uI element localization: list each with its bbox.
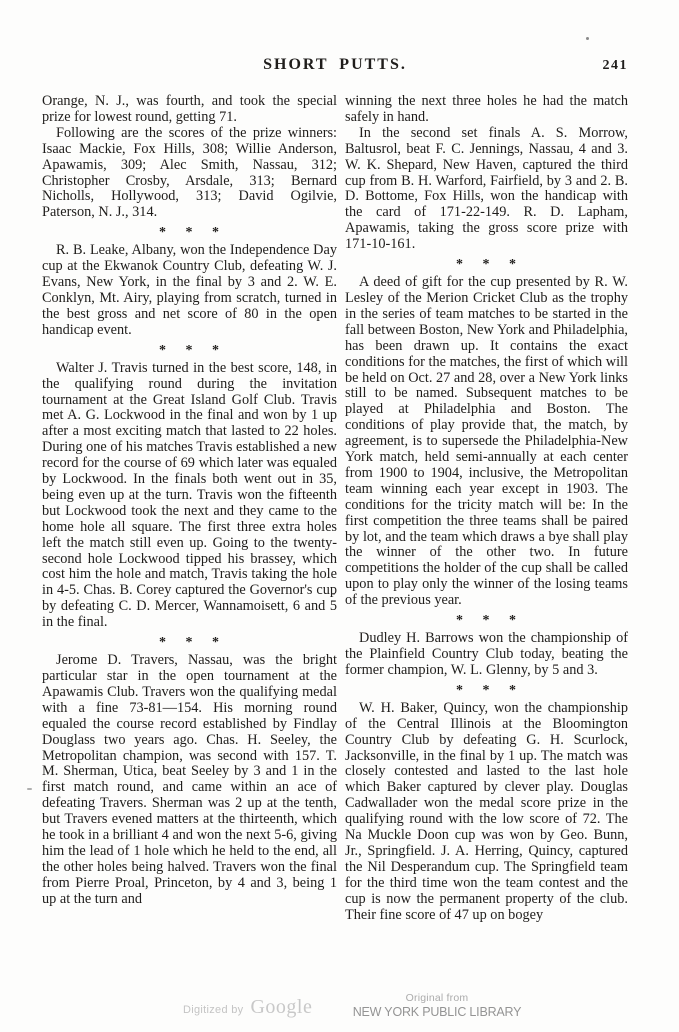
text-columns bbox=[42, 94, 628, 924]
section-separator: * * * bbox=[456, 257, 517, 273]
section-separator: * * * bbox=[456, 682, 517, 698]
section-separator: * * * bbox=[159, 635, 220, 651]
section-separator: * * * bbox=[456, 613, 517, 629]
library-name: NEW YORK PUBLIC LIBRARY bbox=[352, 1005, 522, 1019]
original-from-label: Original from bbox=[405, 992, 469, 1004]
paragraph: Following are the scores of the prize winners: Isaac Mackie, Fox Hills, 308; Willie Anderson, Apawamis, 309; Alec Smith, Nassau, 312; Christopher Crosby, Arsdale, 313; Bernard Nicholls, Hollywood, 313; David Ogilvie, Paterson, N. J., 314. bbox=[42, 124, 337, 221]
section-separator: * * * bbox=[159, 225, 220, 241]
paragraph: W. H. Baker, Quincy, won the championship of the Central Illinois at the Bloomington Country Club by defeating G. H. Scurlock, Jacksonville, in the final by 1 up. The match was closely contested and lasted to the last hole which Baker captured by clever play. Douglas Cadwallader won the medal score prize in the qualifying round with the low score of 72. The Na Muckle Doon cup was won by Geo. Bunn, Jr., Springfield. J. A. Herring, Quincy, captured the Nil Desperandum cup. The Springfield team for the third time won the team contest and the cup is now the permanent property of the club. Their fine score of 47 up on bogey bbox=[345, 699, 628, 923]
paragraph: Dudley H. Barrows won the championship of the Plainfield Country Club today, beating the former champion, W. L. Glenny, by 5 and 3. bbox=[345, 630, 628, 678]
left-column bbox=[42, 94, 337, 924]
running-head bbox=[42, 56, 628, 76]
digitized-by-credit bbox=[183, 996, 312, 1019]
right-column bbox=[345, 94, 628, 924]
scan-speck bbox=[27, 788, 32, 790]
page-number: 241 bbox=[602, 58, 628, 73]
paragraph: Walter J. Travis turned in the best score, 148, in the qualifying round during the invitation tournament at the Great Island Golf Club. Travis met A. G. Lockwood in the final and won by 1 up after a most exciting match that lasted to 22 holes. During one of his matches Travis established a new record for the course of 69 which later was equaled by Lockwood. In the finals both went out in 35, being even up at the turn. Travis won the fifteenth but Lockwood took the next and they came to the home hole all square. The first three extra holes left the match still even up. Going to the twenty-second hole Lockwood tipped his brassey, which cost him the hole and match, Travis taking the hole in 4-5. Chas. B. Corey captured the Governor's cup by defeating C. D. Mercer, Wannamoisett, 6 and 5 in the final. bbox=[42, 359, 337, 631]
paragraph: In the second set finals A. S. Morrow, Baltusrol, beat F. C. Jennings, Nassau, 4 and 3. W. K. Shepard, New Haven, captured the third cup from B. H. Warford, Fairfield, by 3 and 2. B. D. Bottome, Fox Hills, won the handicap with the card of 171-22-149. R. D. Lapham, Apawamis, taking the gross score prize with 171-10-161. bbox=[345, 124, 628, 253]
digitized-by-label: Digitized by bbox=[183, 1004, 244, 1016]
original-from-credit bbox=[353, 992, 522, 1019]
paragraph: A deed of gift for the cup presented by R. W. Lesley of the Merion Cricket Club as the trophy in the series of team matches to be started in the fall between Boston, New York and Philadelphia, has been drawn up. It contains the exact conditions for the matches, the first of which will be held on Oct. 27 and 28, over a New York links still to be named. Subsequent matches to be played at Philadelphia and Boston. The conditions of play provide that, the match, by agreement, is to supersede the Philadelphia-New York match, held semi-annually at each center from 1900 to 1904, inclusive, the Metropolitan team winning each year except in 1903. The conditions for the tricity match will be: In the first competition the three teams shall be paired by lot, and the team which draws a bye shall play the winner of the other two. In future competitions the holder of the cup shall be called upon to play only the winner of the losing teams of the previous year. bbox=[345, 274, 628, 609]
paragraph: winning the next three holes he had the match safely in hand. bbox=[345, 93, 628, 125]
scan-speck bbox=[586, 37, 589, 40]
paragraph: Jerome D. Travers, Nassau, was the bright particular star in the open tournament at the Apawamis Club. Travers won the qualifying medal with a fine 73-81—154. His morning round equaled the course record established by Findlay Douglass two years ago. Chas. H. Seeley, the Metropolitan champion, was second with 157. T. M. Sherman, Utica, beat Seeley by 3 and 1 in the first match round, and came within an ace of defeating Travers. Sherman was 2 up at the tenth, but Travers evened matters at the thirteenth, which he took in a brilliant 4 and won the next 5-6, giving him the lead of 1 hole which he held to the end, all the other holes being halved. Travers won the final from Pierre Proal, Princeton, by 4 and 3, being 1 up at the turn and bbox=[42, 652, 337, 907]
section-separator: * * * bbox=[159, 342, 220, 358]
page-title: SHORT PUTTS. bbox=[263, 56, 407, 73]
paragraph: Orange, N. J., was fourth, and took the special prize for lowest round, getting 71. bbox=[42, 93, 337, 125]
paragraph: R. B. Leake, Albany, won the Independence Day cup at the Ekwanok Country Club, defeating W. J. Evans, New York, in the final by 3 and 2. W. E. Conklyn, Mt. Airy, playing from scratch, turned in the best gross and net score of 80 in the open handicap event. bbox=[42, 242, 337, 338]
google-logo: Google bbox=[250, 996, 313, 1018]
